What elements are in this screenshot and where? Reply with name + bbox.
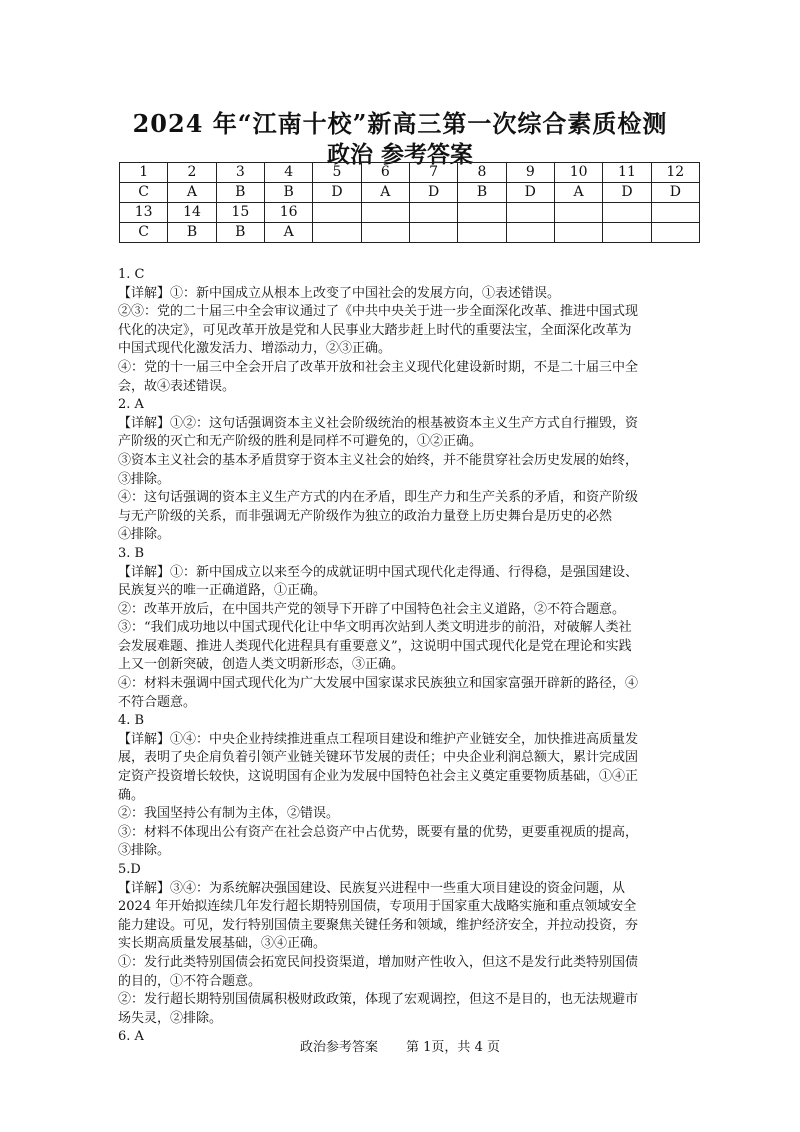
explanation-line: 2024 年开始拟连续几年发行超长期特别国债，专项用于国家重大战略实施和重点领域安全	[118, 899, 637, 915]
answer-table-cell: D	[506, 183, 554, 203]
answer-table-cell: 16	[264, 203, 312, 223]
explanation-line: 【详解】①：新中国成立以来至今的成就证明中国式现代化走得通、行得稳，是强国建设、	[118, 564, 639, 580]
explanation-line: 【详解】①②：这句话强调资本主义社会阶级统治的根基被资本主义生产方式自行摧毁，资	[118, 415, 639, 431]
explanation-line: 的目的，①不符合题意。	[118, 973, 262, 989]
explanation-line: 不符合题意。	[118, 694, 197, 710]
explanation-line: 产阶级的灭亡和无产阶级的胜利是同样不可避免的，①②正确。	[118, 434, 483, 450]
explanation-line: 场失灵，②排除。	[118, 1010, 223, 1026]
explanation-line: ③排除。	[118, 471, 171, 487]
answer-table-cell	[554, 203, 602, 223]
answer-table-cell: A	[361, 183, 409, 203]
answer-table-cell	[458, 203, 506, 223]
answer-table-cell: D	[603, 183, 651, 203]
footer-subject: 政治参考答案	[300, 1040, 379, 1055]
explanation-line: 2. A	[118, 397, 144, 413]
explanation-line: ④：材料未强调中国式现代化为广大发展中国家谋求民族独立和国家富强开辟新的路径，④	[118, 676, 639, 692]
answer-table-cell	[554, 223, 602, 243]
explanation-line: 【详解】③④：为系统解决强国建设、民族复兴进程中一些重大项目建设的资金问题，从	[118, 880, 626, 896]
explanation-line: 民族复兴的唯一正确道路，①正确。	[118, 583, 327, 599]
answer-table-cell	[361, 203, 409, 223]
explanation-line: ③排除。	[118, 843, 171, 859]
document-subtitle: 政治 参考答案	[326, 142, 473, 168]
answer-table-cell: 13	[120, 203, 168, 223]
answer-table-cell	[506, 223, 554, 243]
explanation-line: ②：改革开放后，在中国共产党的领导下开辟了中国特色社会主义道路，②不符合题意。	[118, 601, 626, 617]
answer-table-cell: 5	[313, 163, 361, 183]
answer-table-cell: A	[554, 183, 602, 203]
explanation-line: 【详解】①④：中央企业持续推进重点工程项目建设和维护产业链安全，加快推进高质量发	[118, 731, 639, 747]
answer-table-row	[120, 183, 700, 203]
explanation-line: 定资产投资增长较快，这说明国有企业为发展中国特色社会主义奠定重要物质基础，①④正	[118, 769, 639, 785]
answer-table-cell	[361, 223, 409, 243]
answer-table-cell: 11	[603, 163, 651, 183]
explanation-line: 1. C	[118, 267, 145, 282]
answer-table-cell: B	[264, 183, 312, 203]
answer-table-cell: D	[409, 183, 457, 203]
answer-table-row	[120, 163, 700, 183]
explanation-line: 能力建设。可见，发行特别国债主要聚焦关键任务和领域，维护经济安全，并拉动投资，夯	[118, 917, 639, 933]
answer-explanations	[118, 266, 684, 1047]
explanation-line: ③：“我们成功地以中国式现代化让中华文明再次站到人类文明进步的前沿，对破解人类社	[118, 620, 632, 636]
explanation-line: ④：党的十一届三中全会开启了改革开放和社会主义现代化建设新时期，不是二十届三中全	[118, 359, 639, 375]
explanation-line: ②③：党的二十届三中全会审议通过了《中共中央关于进一步全面深化改革、推进中国式现	[118, 304, 639, 320]
explanation-line: ②：我国坚持公有制为主体，②错误。	[118, 806, 340, 822]
answer-table-cell: C	[120, 183, 168, 203]
document-title: 2024 年“江南十校”新高三第一次综合素质检测	[132, 109, 668, 138]
answer-table-cell	[603, 223, 651, 243]
answer-table-cell	[651, 223, 699, 243]
answer-table-cell: B	[458, 183, 506, 203]
explanation-line: 【详解】①：新中国成立从根本上改变了中国社会的发展方向，①表述错误。	[118, 285, 561, 301]
answer-table-cell: 3	[216, 163, 264, 183]
explanation-line: ④排除。	[118, 527, 171, 543]
answer-table	[119, 162, 700, 243]
explanation-line: ②：发行超长期特别国债属积极财政政策，体现了宏观调控，但这不是目的，也无法规避市	[118, 992, 639, 1008]
explanation-line: 实长期高质量发展基础，③④正确。	[118, 936, 327, 952]
explanation-line: 3. B	[118, 545, 145, 561]
explanation-line: 5.D	[118, 862, 141, 877]
answer-table-cell	[506, 203, 554, 223]
explanation-line: 会，故④表述错误。	[118, 378, 236, 394]
answer-table-cell	[313, 223, 361, 243]
answer-table-cell	[603, 203, 651, 223]
answer-table-cell: D	[651, 183, 699, 203]
answer-table-cell	[313, 203, 361, 223]
answer-table-cell: B	[216, 223, 264, 243]
answer-table-cell: 6	[361, 163, 409, 183]
explanation-line: ③：材料不体现出公有资产在社会总资产中占优势，既要有量的优势，更要重视质的提高，	[118, 824, 639, 840]
answer-table-cell: 9	[506, 163, 554, 183]
answer-table-cell: 4	[264, 163, 312, 183]
answer-table-cell: B	[216, 183, 264, 203]
answer-table-cell: C	[120, 223, 168, 243]
explanation-line: 6. A	[118, 1029, 144, 1045]
explanation-line: 与无产阶级的关系，而非强调无产阶级作为独立的政治力量登上历史舞台是历史的必然	[118, 508, 613, 524]
answer-table-cell	[651, 203, 699, 223]
answer-table-cell: 7	[409, 163, 457, 183]
answer-table-cell: 15	[216, 203, 264, 223]
explanation-line: 确。	[118, 787, 145, 803]
answer-table-cell	[409, 203, 457, 223]
explanation-line: 上又一创新突破，创造人类文明新形态，③正确。	[118, 657, 405, 673]
answer-table-cell: 10	[554, 163, 602, 183]
explanation-line: 中国式现代化激发活力、增添动力，②③正确。	[118, 341, 392, 357]
explanation-line: ③资本主义社会的基本矛盾贯穿于资本主义社会的始终，并不能贯穿社会历史发展的始终，	[118, 452, 639, 468]
page-footer	[0, 1036, 800, 1055]
answer-table-row	[120, 203, 700, 223]
explanation-line: ①：发行此类特别国债会拓宽民间投资渠道，增加财产性收入，但这不是发行此类特别国债	[118, 954, 639, 970]
footer-page-number: 第 1页，共 4 页	[406, 1040, 500, 1055]
answer-table-cell	[409, 223, 457, 243]
explanation-line: 代化的决定》，可见改革开放是党和人民事业大踏步赶上时代的重要法宝，全面深化改革为	[118, 322, 632, 338]
answer-table-cell: A	[264, 223, 312, 243]
answer-table-cell: B	[168, 223, 216, 243]
explanation-line: 展，表明了央企肩负着引领产业链关键环节发展的责任；中央企业利润总额大，累计完成固	[118, 750, 639, 766]
answer-table-cell: A	[168, 183, 216, 203]
answer-table-cell: 12	[651, 163, 699, 183]
answer-table-cell: 1	[120, 163, 168, 183]
explanation-line: 会发展难题、推进人类现代化进程具有重要意义”，这说明中国式现代化是党在理论和实践	[118, 638, 632, 654]
explanation-line: 4. B	[118, 713, 145, 729]
answer-table-cell: D	[313, 183, 361, 203]
answer-table-cell	[458, 223, 506, 243]
answer-table-cell: 14	[168, 203, 216, 223]
answer-table-row	[120, 223, 700, 243]
answer-table-cell: 2	[168, 163, 216, 183]
explanation-line: ④：这句话强调的资本主义生产方式的内在矛盾，即生产力和生产关系的矛盾，和资产阶级	[118, 490, 639, 506]
answer-table-cell: 8	[458, 163, 506, 183]
